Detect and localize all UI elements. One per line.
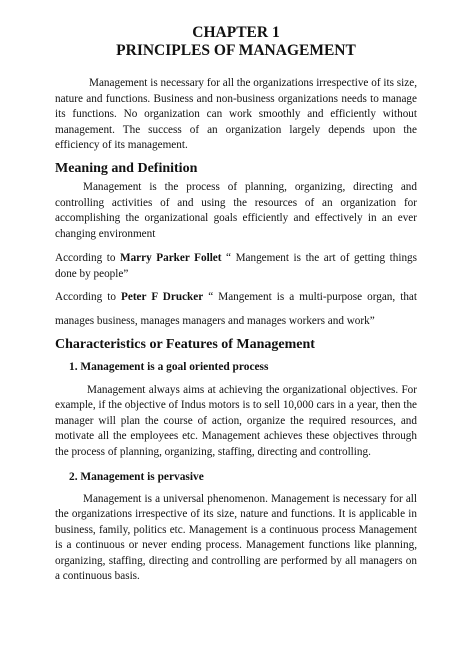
chapter-number: CHAPTER 1	[192, 24, 280, 41]
meaning-heading: Meaning and Definition	[55, 160, 198, 176]
quote-author: Marry Parker Follet	[120, 252, 222, 265]
drucker-quote	[55, 285, 417, 333]
quote-prefix: According to	[55, 252, 121, 265]
quote-text: “ Mangement is a multi-purpose organ, that manages business, manages managers and manages workers and work”	[55, 290, 418, 327]
characteristic-title: 2. Management is pervasive	[69, 470, 204, 483]
quote-prefix: According to	[55, 290, 122, 303]
chapter-title: PRINCIPLES OF MANAGEMENT	[116, 42, 356, 59]
quote-author: Peter F Drucker	[121, 290, 204, 303]
meaning-paragraph: Management is the process of planning, organizing, directing and controlling activities of and using the resources of an organization for accomplishing the organizational goals efficiently and effectively in an ever changing environment	[55, 180, 417, 240]
intro-paragraph: Management is necessary for all the organizations irrespective of its size, nature and functions. Business and non-business organizations needs to manage its functions. No organization can work smoothly and efficiently without management. The success of an organization largely depends upon the efficiency of its management.	[55, 77, 417, 152]
characteristic-text: Management is a universal phenomenon. Management is necessary for all the organizations irrespective of its size, nature and functions. It is applicable in business, family, politics etc. Management is a continuous process Management is a continuous or never ending process. Management functions like planning, organizing, staffing, directing and controlling are performed by all managers on a continuous basis.	[55, 492, 417, 583]
follet-quote	[55, 251, 417, 282]
quote-text: “ Mangement is the art of getting things done by people”	[55, 252, 417, 280]
characteristics-heading: Characteristics or Features of Management	[55, 336, 315, 352]
characteristic-title: 1. Management is a goal oriented process	[69, 360, 269, 373]
characteristic-text: Management always aims at achieving the organizational objectives. For example, if the objective of Indus motors is to sell 10,000 cars in a year, then the manager will plan the course of action, organize the required resources, and motivate all the employees etc. Management achieves these objectives through the process of planning, organizing, staffing, directing and controlling.	[55, 383, 417, 458]
document-page	[55, 24, 417, 585]
